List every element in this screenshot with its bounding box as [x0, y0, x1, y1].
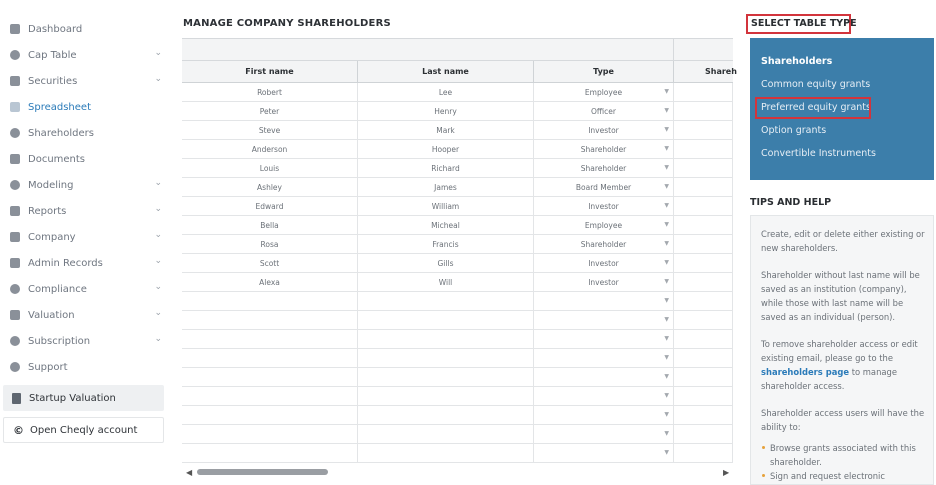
chevron-down-icon: ⌄: [154, 308, 162, 318]
shareholder-cell[interactable]: [674, 387, 733, 406]
cell-value: Steve: [258, 126, 281, 135]
dropdown-arrow-icon[interactable]: ▼: [664, 316, 669, 323]
first-name-cell[interactable]: [182, 83, 358, 102]
first-name-cell[interactable]: [182, 197, 358, 216]
tip-text-before: To remove shareholder access or edit existing email, please go to the: [761, 339, 918, 363]
type-select[interactable]: [534, 197, 674, 216]
table-type-preferred-equity-grants[interactable]: Preferred equity grants: [761, 102, 871, 113]
sidebar-item-reports[interactable]: [6, 200, 166, 222]
dropdown-arrow-icon[interactable]: ▼: [664, 354, 669, 361]
last-name-cell[interactable]: [358, 368, 534, 387]
column-header-shareholder[interactable]: Shareh: [674, 61, 733, 83]
sidebar-item-spreadsheet[interactable]: [6, 96, 166, 118]
check-shield-icon: [10, 284, 20, 294]
table-type-convertible-instruments[interactable]: Convertible Instruments: [761, 148, 876, 159]
sidebar-item-shareholders[interactable]: [6, 122, 166, 144]
horizontal-scrollbar[interactable]: [182, 466, 733, 478]
table-row: [182, 330, 733, 349]
cell-value: Scott: [259, 259, 280, 268]
cell-value: Peter: [259, 107, 280, 116]
cell-value: Francis: [432, 240, 459, 249]
cell-value: Robert: [257, 88, 282, 97]
support-icon: [10, 362, 20, 372]
folder-icon: [10, 154, 20, 164]
cell-value: Investor: [588, 202, 619, 211]
table-row: [182, 425, 733, 444]
table-row: [182, 273, 733, 292]
cell-value: Investor: [588, 278, 619, 287]
cell-value: Ashley: [257, 183, 282, 192]
table-type-shareholders[interactable]: Shareholders: [761, 56, 833, 67]
type-select[interactable]: [534, 254, 674, 273]
shareholder-cell[interactable]: [674, 349, 733, 368]
dropdown-arrow-icon[interactable]: ▼: [664, 278, 669, 285]
shareholder-cell[interactable]: [674, 273, 733, 292]
dropdown-arrow-icon[interactable]: ▼: [664, 88, 669, 95]
sidebar-item-label: Company: [28, 231, 76, 243]
table-row: [182, 368, 733, 387]
cell-value: Will: [438, 278, 453, 287]
type-select[interactable]: [534, 83, 674, 102]
type-select[interactable]: [534, 216, 674, 235]
table-row: [182, 178, 733, 197]
tip-text: Shareholder without last name will be saved as an institution (company), while those with last name will be saved as an individual (person).: [761, 270, 920, 322]
dropdown-arrow-icon[interactable]: ▼: [664, 335, 669, 342]
document-icon: [12, 393, 21, 404]
sidebar-item-support[interactable]: [6, 356, 166, 378]
shareholder-cell[interactable]: [674, 102, 733, 121]
page-title: MANAGE COMPANY SHAREHOLDERS: [183, 18, 391, 29]
last-name-cell[interactable]: [358, 292, 534, 311]
cell-value: Shareholder: [580, 240, 627, 249]
building-icon: [10, 232, 20, 242]
sidebar-item-documents[interactable]: [6, 148, 166, 170]
chevron-down-icon: ⌄: [154, 334, 162, 344]
type-select[interactable]: [534, 311, 674, 330]
table-row: [182, 159, 733, 178]
cell-value: Alexa: [259, 278, 280, 287]
cell-value: Rosa: [260, 240, 279, 249]
scrollbar-thumb[interactable]: [197, 469, 328, 475]
first-name-cell[interactable]: [182, 330, 358, 349]
chevron-down-icon: ⌄: [154, 230, 162, 240]
dropdown-arrow-icon[interactable]: ▼: [664, 240, 669, 247]
table-row: [182, 349, 733, 368]
cell-value: Officer: [591, 107, 616, 116]
open-cheqly-account-button[interactable]: [3, 417, 164, 443]
last-name-cell[interactable]: [358, 425, 534, 444]
type-select[interactable]: [534, 406, 674, 425]
cell-value: Anderson: [251, 145, 288, 154]
sidebar-item-securities[interactable]: [6, 70, 166, 92]
chevron-down-icon: ⌄: [154, 282, 162, 292]
open-account-label: Open Cheqly account: [30, 424, 138, 436]
cell-value: Edward: [255, 202, 284, 211]
chevron-down-icon: ⌄: [154, 178, 162, 188]
dropdown-arrow-icon[interactable]: ▼: [664, 297, 669, 304]
table-row: [182, 83, 733, 102]
sidebar-item-label: Dashboard: [28, 23, 83, 35]
cell-value: Louis: [259, 164, 280, 173]
person-icon: [10, 128, 20, 138]
tip-bullet: Browse grants associated with this shareholder.: [762, 441, 922, 469]
dropdown-arrow-icon[interactable]: ▼: [664, 145, 669, 152]
dropdown-arrow-icon[interactable]: ▼: [664, 259, 669, 266]
tip-text-after: to manage shareholder access.: [761, 367, 897, 391]
last-name-cell[interactable]: [358, 83, 534, 102]
type-select[interactable]: [534, 178, 674, 197]
sidebar: [0, 0, 170, 481]
first-name-cell[interactable]: [182, 311, 358, 330]
first-name-cell[interactable]: [182, 406, 358, 425]
reports-icon: [10, 206, 20, 216]
sidebar-item-admin-records[interactable]: [6, 252, 166, 274]
last-name-cell[interactable]: [358, 121, 534, 140]
type-select[interactable]: [534, 444, 674, 463]
sidebar-item-label: Subscription: [28, 335, 91, 347]
shareholder-cell[interactable]: [674, 292, 733, 311]
chevron-down-icon: ⌄: [154, 256, 162, 266]
dropdown-arrow-icon[interactable]: ▼: [664, 392, 669, 399]
cell-value: Shareholder: [580, 145, 627, 154]
dollar-icon: [10, 336, 20, 346]
shield-icon: [10, 76, 20, 86]
startup-valuation-label: Startup Valuation: [29, 392, 116, 404]
sidebar-item-label: Cap Table: [28, 49, 77, 61]
dropdown-arrow-icon[interactable]: ▼: [664, 107, 669, 114]
table-row: [182, 292, 733, 311]
table-row: [182, 140, 733, 159]
shareholders-grid: [182, 38, 737, 466]
pie-chart-icon: [10, 50, 20, 60]
sidebar-item-label: Spreadsheet: [28, 101, 91, 113]
table-row: [182, 235, 733, 254]
dropdown-arrow-icon[interactable]: ▼: [664, 183, 669, 190]
cell-value: Henry: [434, 107, 457, 116]
sidebar-item-subscription[interactable]: [6, 330, 166, 352]
first-name-cell[interactable]: [182, 216, 358, 235]
cell-value: Shareholder: [580, 164, 627, 173]
table-row: [182, 311, 733, 330]
sidebar-item-dashboard[interactable]: [6, 18, 166, 40]
grid-group-divider: [673, 39, 674, 61]
type-select[interactable]: [534, 368, 674, 387]
sidebar-item-label: Shareholders: [28, 127, 94, 139]
table-row: [182, 406, 733, 425]
chevron-down-icon: ⌄: [154, 74, 162, 84]
chevron-down-icon: ⌄: [154, 48, 162, 58]
cell-value: Richard: [431, 164, 460, 173]
shareholder-cell[interactable]: [674, 140, 733, 159]
table-row: [182, 102, 733, 121]
dropdown-arrow-icon[interactable]: ▼: [664, 430, 669, 437]
first-name-cell[interactable]: [182, 425, 358, 444]
sidebar-item-modeling[interactable]: [6, 174, 166, 196]
scroll-left-arrow-icon[interactable]: ◀: [186, 468, 193, 477]
table-row: [182, 216, 733, 235]
shareholder-cell[interactable]: [674, 406, 733, 425]
table-row: [182, 387, 733, 406]
first-name-cell[interactable]: [182, 254, 358, 273]
first-name-cell[interactable]: [182, 102, 358, 121]
admin-icon: [10, 258, 20, 268]
shareholder-cell[interactable]: [674, 159, 733, 178]
last-name-cell[interactable]: [358, 387, 534, 406]
dashboard-icon: [10, 24, 20, 34]
type-select[interactable]: [534, 425, 674, 444]
shareholder-cell[interactable]: [674, 254, 733, 273]
dropdown-arrow-icon[interactable]: ▼: [664, 202, 669, 209]
first-name-cell[interactable]: [182, 178, 358, 197]
cell-value: Employee: [584, 88, 623, 97]
cheqly-logo-icon: ©: [13, 423, 24, 437]
last-name-cell[interactable]: [358, 254, 534, 273]
cell-value: Micheal: [431, 221, 460, 230]
last-name-cell[interactable]: [358, 216, 534, 235]
dropdown-arrow-icon[interactable]: ▼: [664, 449, 669, 456]
cell-value: Hooper: [431, 145, 460, 154]
shareholder-cell[interactable]: [674, 330, 733, 349]
last-name-cell[interactable]: [358, 140, 534, 159]
sidebar-item-valuation[interactable]: [6, 304, 166, 326]
dropdown-arrow-icon[interactable]: ▼: [664, 411, 669, 418]
chevron-down-icon: ⌄: [154, 204, 162, 214]
first-name-cell[interactable]: [182, 387, 358, 406]
sidebar-item-label: Valuation: [28, 309, 75, 321]
first-name-cell[interactable]: [182, 368, 358, 387]
shareholder-cell[interactable]: [674, 83, 733, 102]
first-name-cell[interactable]: [182, 444, 358, 463]
sidebar-item-label: Support: [28, 361, 68, 373]
column-header-last-name[interactable]: Last name: [358, 61, 534, 83]
cell-value: Bella: [260, 221, 279, 230]
column-header-type[interactable]: Type: [534, 61, 674, 83]
sidebar-item-label: Securities: [28, 75, 78, 87]
lightbulb-icon: [10, 180, 20, 190]
shareholder-cell[interactable]: [674, 235, 733, 254]
cell-value: Employee: [584, 221, 623, 230]
first-name-cell[interactable]: [182, 159, 358, 178]
shareholder-cell[interactable]: [674, 368, 733, 387]
sidebar-item-compliance[interactable]: [6, 278, 166, 300]
last-name-cell[interactable]: [358, 102, 534, 121]
type-select[interactable]: [534, 273, 674, 292]
tips-title: TIPS AND HELP: [750, 197, 832, 208]
first-name-cell[interactable]: [182, 292, 358, 311]
sidebar-item-label: Documents: [28, 153, 86, 165]
select-table-type-title: SELECT TABLE TYPE: [751, 18, 857, 29]
tip-text: Create, edit or delete either existing or new shareholders.: [761, 229, 925, 253]
last-name-cell[interactable]: [358, 349, 534, 368]
table-row: [182, 254, 733, 273]
last-name-cell[interactable]: [358, 311, 534, 330]
type-select[interactable]: [534, 292, 674, 311]
table-type-common-equity-grants[interactable]: Common equity grants: [761, 79, 871, 90]
type-select[interactable]: [534, 349, 674, 368]
preferred-equity-highlight: [755, 97, 871, 119]
table-row: [182, 121, 733, 140]
last-name-cell[interactable]: [358, 235, 534, 254]
type-select[interactable]: [534, 235, 674, 254]
dropdown-arrow-icon[interactable]: ▼: [664, 164, 669, 171]
cell-value: Gills: [437, 259, 454, 268]
cell-value: James: [434, 183, 457, 192]
shareholder-cell[interactable]: [674, 444, 733, 463]
type-select[interactable]: [534, 140, 674, 159]
shareholder-cell[interactable]: [674, 178, 733, 197]
tip-bullet: Sign and request electronic: [762, 469, 922, 483]
grid-group-header: [182, 39, 733, 61]
tip-text: Shareholder access users will have the ability to:: [761, 408, 925, 432]
shareholder-cell[interactable]: [674, 216, 733, 235]
first-name-cell[interactable]: [182, 140, 358, 159]
shareholders-page-link[interactable]: shareholders page: [761, 367, 850, 377]
last-name-cell[interactable]: [358, 178, 534, 197]
type-select[interactable]: [534, 330, 674, 349]
last-name-cell[interactable]: [358, 197, 534, 216]
cell-value: William: [431, 202, 460, 211]
type-select[interactable]: [534, 102, 674, 121]
tip-text: [761, 337, 925, 393]
type-select[interactable]: [534, 159, 674, 178]
sidebar-item-company[interactable]: [6, 226, 166, 248]
cell-value: Investor: [588, 259, 619, 268]
table-row: [182, 444, 733, 463]
startup-valuation-button[interactable]: [3, 385, 164, 411]
last-name-cell[interactable]: [358, 273, 534, 292]
first-name-cell[interactable]: [182, 121, 358, 140]
sidebar-item-label: Compliance: [28, 283, 87, 295]
first-name-cell[interactable]: [182, 349, 358, 368]
last-name-cell[interactable]: [358, 159, 534, 178]
type-select[interactable]: [534, 121, 674, 140]
first-name-cell[interactable]: [182, 273, 358, 292]
last-name-cell[interactable]: [358, 444, 534, 463]
sidebar-item-label: Admin Records: [28, 257, 103, 269]
first-name-cell[interactable]: [182, 235, 358, 254]
tips-panel: [750, 215, 934, 485]
shareholder-cell[interactable]: [674, 311, 733, 330]
sidebar-item-label: Modeling: [28, 179, 74, 191]
last-name-cell[interactable]: [358, 406, 534, 425]
scroll-right-arrow-icon[interactable]: ▶: [723, 468, 730, 477]
sidebar-item-label: Reports: [28, 205, 67, 217]
cell-value: Investor: [588, 126, 619, 135]
dropdown-arrow-icon[interactable]: ▼: [664, 126, 669, 133]
cell-value: Lee: [438, 88, 453, 97]
valuation-icon: [10, 310, 20, 320]
spreadsheet-icon: [10, 102, 20, 112]
table-type-option-grants[interactable]: Option grants: [761, 125, 827, 136]
type-select[interactable]: [534, 387, 674, 406]
dropdown-arrow-icon[interactable]: ▼: [664, 221, 669, 228]
shareholder-cell[interactable]: [674, 197, 733, 216]
sidebar-item-cap-table[interactable]: [6, 44, 166, 66]
table-row: [182, 197, 733, 216]
last-name-cell[interactable]: [358, 330, 534, 349]
cell-value: Board Member: [575, 183, 632, 192]
cell-value: Mark: [436, 126, 455, 135]
dropdown-arrow-icon[interactable]: ▼: [664, 373, 669, 380]
column-header-first-name[interactable]: First name: [182, 61, 358, 83]
shareholder-cell[interactable]: [674, 425, 733, 444]
shareholder-cell[interactable]: [674, 121, 733, 140]
